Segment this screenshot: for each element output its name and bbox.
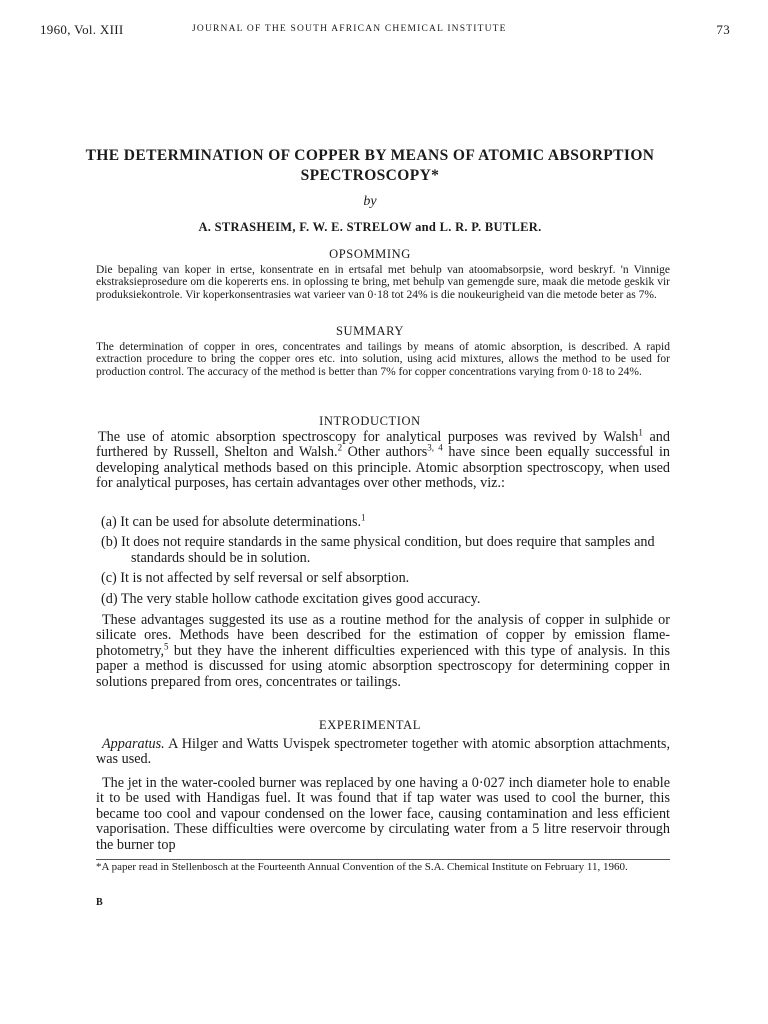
list-marker: (b) <box>101 534 118 551</box>
list-item <box>101 535 671 566</box>
opsomming-heading: OPSOMMING <box>329 247 411 261</box>
year-volume: 1960, Vol. XIII <box>40 22 124 37</box>
signature-mark: B <box>96 897 103 908</box>
intro-p1-b: and furthered by Russell, Shelton and Walsh. <box>96 429 670 461</box>
introduction-heading: INTRODUCTION <box>319 414 421 428</box>
experimental-heading: EXPERIMENTAL <box>318 718 422 732</box>
byline-word: by <box>363 194 377 209</box>
list-marker: (c) <box>101 570 117 587</box>
intro-p2-b: but they have the inherent difficulties experienced with this type of analysis. In this paper a method is discussed for using atomic absorption spectroscopy for determining copper in solutions prepared from ores, concentrates or tailings. <box>96 642 670 690</box>
list-text: The very stable hollow cathode excitation gives good accuracy. <box>120 590 481 607</box>
summary-heading: SUMMARY <box>335 324 405 338</box>
page-number: 73 <box>716 22 730 37</box>
intro-p1-a: The use of atomic absorption spectroscopy for analytical purposes was revived by Walsh <box>98 429 639 445</box>
summary-text: The determination of copper in ores, concentrates and tailings by means of atomic absorption, is described. A rapid extraction procedure to bring the copper ores etc. into solution, using acid mixtures, allows the method to be used for production control. The accuracy of the method is better than 7% for copper concentrations varying from 0·18 to 24%. <box>96 341 670 378</box>
apparatus-paragraph <box>96 737 670 768</box>
advantages-list <box>101 512 671 612</box>
apparatus-label: Apparatus. <box>102 736 165 752</box>
list-text: It does not require standards in the same physical condition, but does require that samples and standards should be in solution. <box>121 534 655 566</box>
introduction-paragraph-2 <box>96 613 670 690</box>
list-marker: (d) <box>101 590 118 607</box>
list-item <box>101 571 671 586</box>
list-text: It is not affected by self reversal or self absorption. <box>120 570 410 587</box>
list-ref: 1 <box>361 512 366 523</box>
apparatus-text: A Hilger and Watts Uvispek spectrometer together with atomic absorption attachments, was used. <box>96 736 670 768</box>
article-title: THE DETERMINATION OF COPPER BY MEANS OF ATOMIC ABSORPTION SPECTROSCOPY* <box>85 147 655 184</box>
list-text: It can be used for absolute determinations. <box>120 514 362 530</box>
list-item <box>101 512 671 530</box>
burner-paragraph: The jet in the water-cooled burner was replaced by one having a 0·027 inch diameter hole to enable it to be used with Handigas fuel. It was found that if tap water was used to cool the burner, this became too cool and vapour condensed on the lower face, causing contamination and less efficient vaporisation. These difficulties were overcome by circulating water from a 5 litre reservoir through the burner top <box>96 775 670 853</box>
opsomming-text: Die bepaling van koper in ertse, konsentrate en in ertsafal met behulp van atoomabsorpsie, word beskryf. 'n Vinnige ekstraksieprosedure om die kopererts ens. in oplossing te bring, met behulp van gemengde sure, maak die metode geskik vir produksiekontrole. Vir koperkonsentrasies wat varieer van 0·18 tot 24% is die noukeurigheid van die metode beter as 7%. <box>96 264 670 301</box>
list-item <box>101 592 671 607</box>
journal-name: JOURNAL OF THE SOUTH AFRICAN CHEMICAL INSTITUTE <box>192 24 507 34</box>
intro-p1-d: have since been equally successful in developing analytical methods based on this principle. Atomic absorption spectroscopy, when used for analytical purposes, has certain advantages over other methods, viz.: <box>96 444 670 492</box>
ref-3-4: 3, 4 <box>427 442 443 453</box>
footnote: *A paper read in Stellenbosch at the Fourteenth Annual Convention of the S.A. Chemical Institute on February 11, 1960. <box>96 861 628 873</box>
ref-2: 2 <box>337 442 343 453</box>
intro-p1-c: Other authors <box>342 444 428 461</box>
introduction-paragraph-1 <box>96 427 670 492</box>
author-list: A. STRASHEIM, F. W. E. STRELOW and L. R. P. BUTLER. <box>198 220 542 234</box>
list-marker: (a) <box>101 514 117 530</box>
footnote-rule <box>96 859 670 860</box>
ref-1: 1 <box>638 427 643 438</box>
ref-5: 5 <box>164 641 169 652</box>
intro-p2-a: These advantages suggested its use as a routine method for the analysis of copper in sulphide or silicate ores. Methods have been described for the estimation of copper by emission flame-photometry, <box>96 612 670 659</box>
